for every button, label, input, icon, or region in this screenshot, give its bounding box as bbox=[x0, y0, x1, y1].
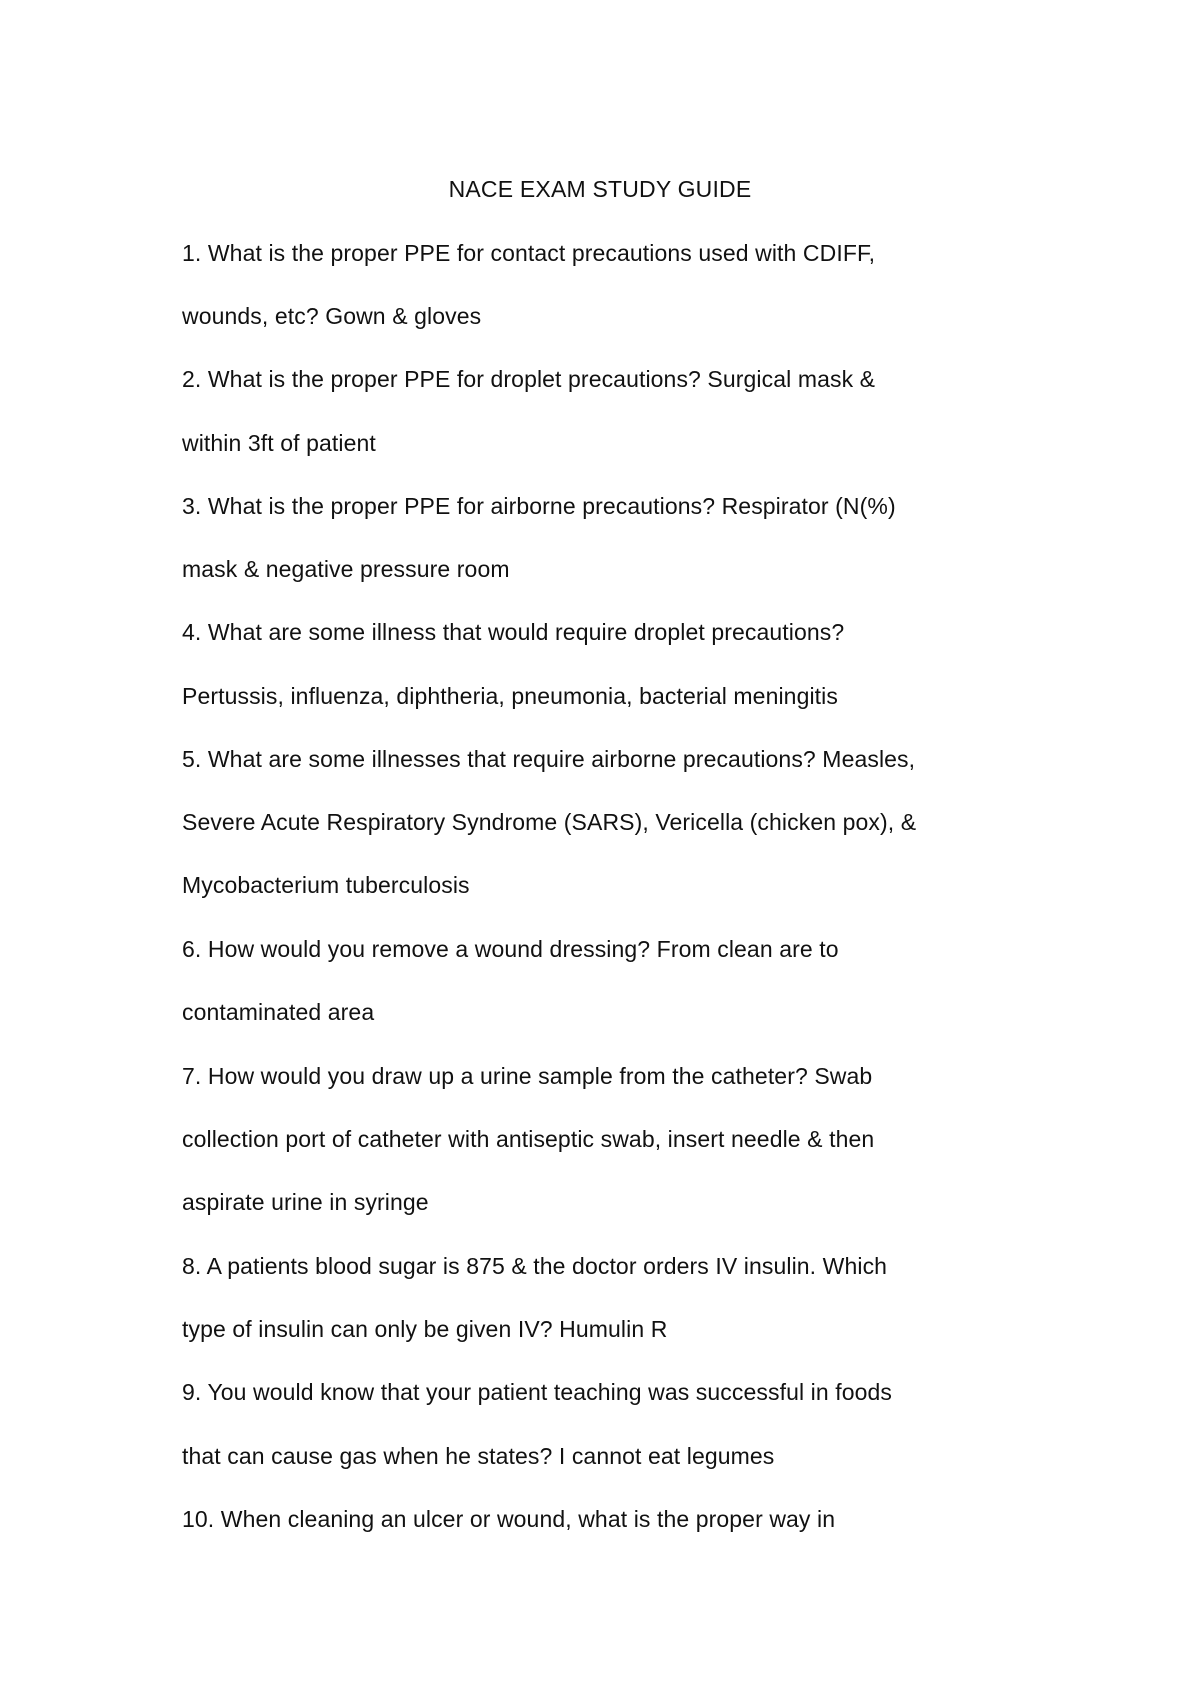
text-line-3: 2. What is the proper PPE for droplet precautions? Surgical mask & bbox=[182, 366, 876, 392]
document-title: NACE EXAM STUDY GUIDE bbox=[448, 176, 752, 202]
text-line-10: Severe Acute Respiratory Syndrome (SARS), Vericella (chicken pox), & bbox=[182, 809, 917, 835]
text-line-15: collection port of catheter with antiseptic swab, insert needle & then bbox=[182, 1126, 875, 1152]
text-line-4: within 3ft of patient bbox=[182, 430, 376, 456]
text-line-17: 8. A patients blood sugar is 875 & the doctor orders IV insulin. Which bbox=[182, 1253, 888, 1279]
text-line-9: 5. What are some illnesses that require airborne precautions? Measles, bbox=[182, 746, 916, 772]
text-line-14: 7. How would you draw up a urine sample from the catheter? Swab bbox=[182, 1063, 873, 1089]
text-line-12: 6. How would you remove a wound dressing? From clean are to bbox=[182, 936, 839, 962]
text-line-7: 4. What are some illness that would require droplet precautions? bbox=[182, 619, 845, 645]
text-line-6: mask & negative pressure room bbox=[182, 556, 510, 582]
text-line-5: 3. What is the proper PPE for airborne precautions? Respirator (N(%) bbox=[182, 493, 896, 519]
text-line-20: that can cause gas when he states? I cannot eat legumes bbox=[182, 1443, 775, 1469]
text-line-11: Mycobacterium tuberculosis bbox=[182, 872, 470, 898]
text-line-13: contaminated area bbox=[182, 999, 375, 1025]
text-line-18: type of insulin can only be given IV? Humulin R bbox=[182, 1316, 668, 1342]
text-line-19: 9. You would know that your patient teaching was successful in foods bbox=[182, 1379, 893, 1405]
text-line-16: aspirate urine in syringe bbox=[182, 1189, 429, 1215]
text-line-8: Pertussis, influenza, diphtheria, pneumonia, bacterial meningitis bbox=[182, 683, 838, 709]
text-line-1: 1. What is the proper PPE for contact precautions used with CDIFF, bbox=[182, 240, 876, 266]
text-line-21: 10. When cleaning an ulcer or wound, what is the proper way in bbox=[182, 1506, 836, 1532]
text-line-2: wounds, etc? Gown & gloves bbox=[182, 303, 482, 329]
